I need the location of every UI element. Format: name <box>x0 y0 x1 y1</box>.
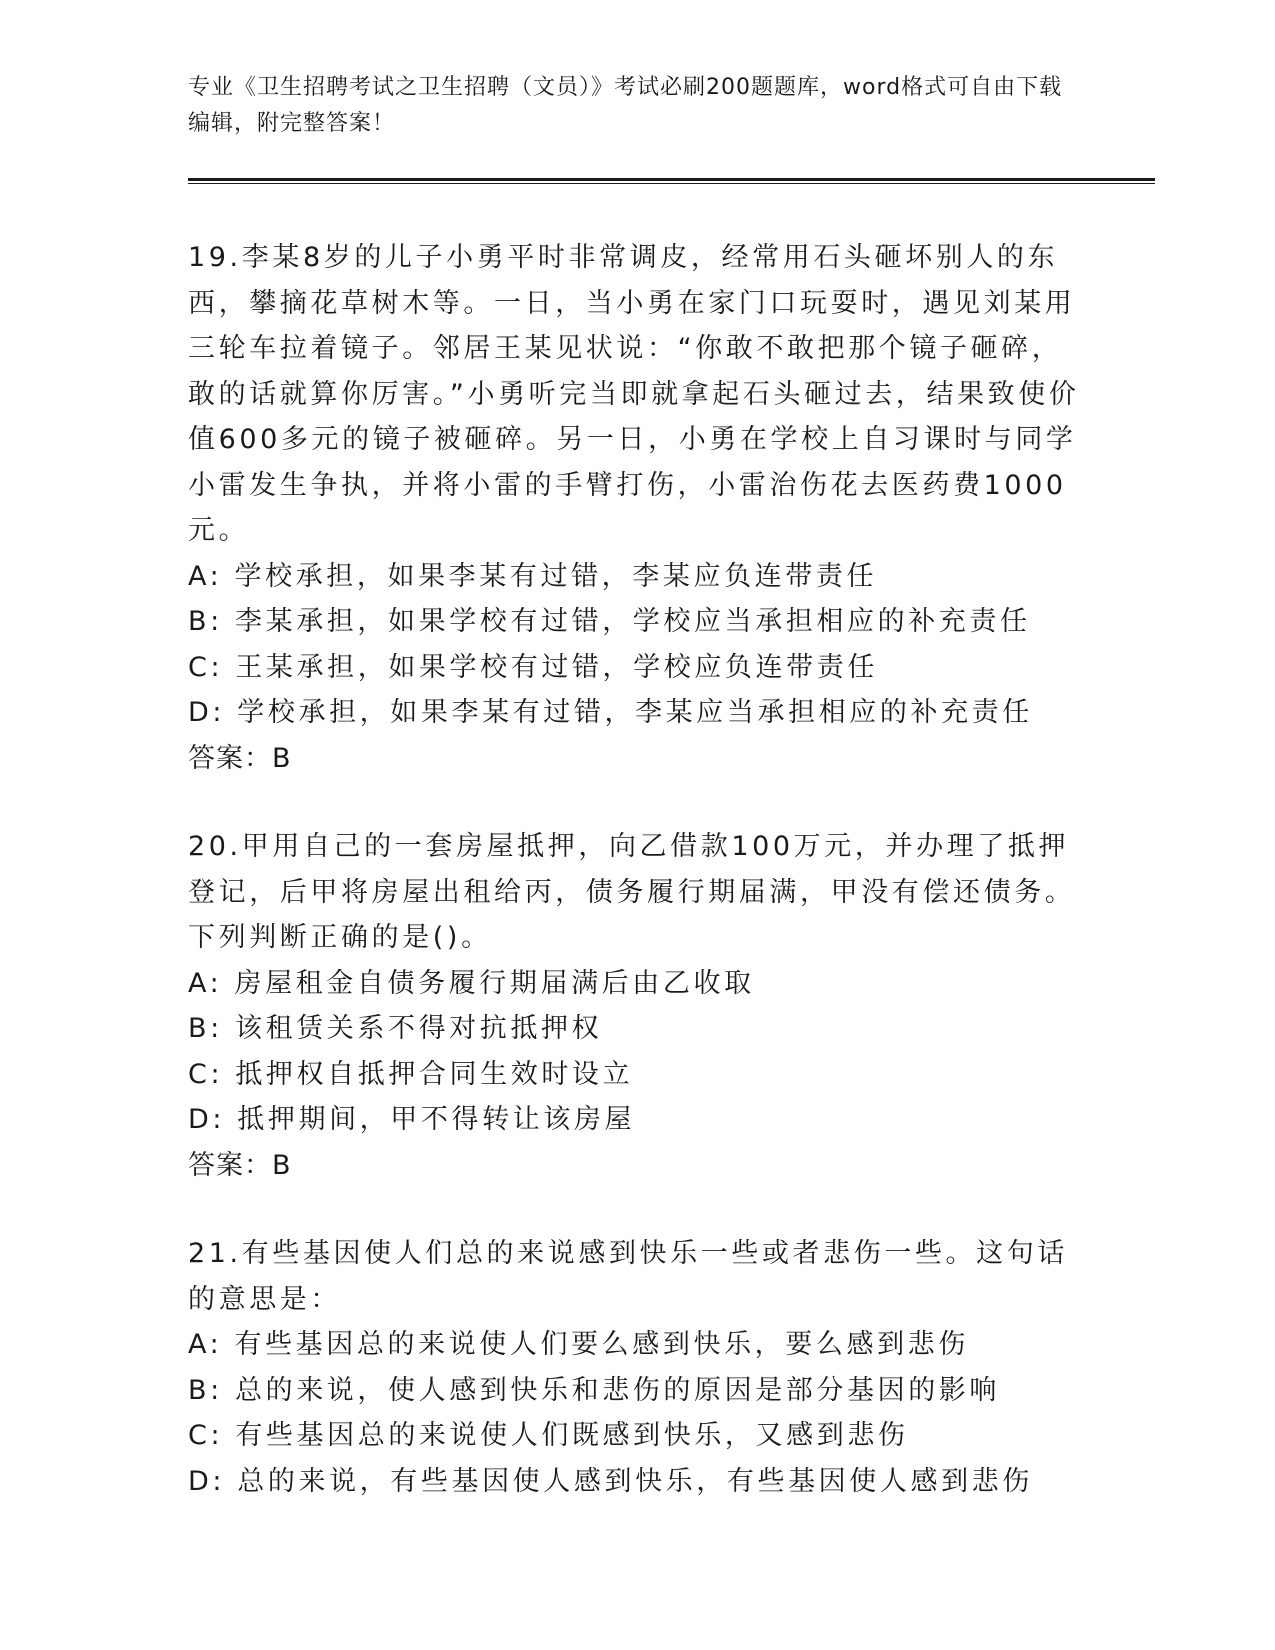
header-divider-thick <box>188 178 1155 181</box>
question-19 <box>188 235 1083 781</box>
answer-label: 答案：B <box>188 742 292 774</box>
option-b: B: 李某承担，如果学校有过错，学校应当承担相应的补充责任 <box>188 606 1031 637</box>
option-c: C: 抵押权自抵押合同生效时设立 <box>188 1058 634 1090</box>
option-c: C: 有些基因总的来说使人们既感到快乐，又感到悲伤 <box>188 1420 909 1451</box>
header-divider-thin <box>188 183 1155 184</box>
option-b: B: 该租赁关系不得对抗抵押权 <box>188 1013 603 1044</box>
answer-label: 答案：B <box>188 1149 292 1181</box>
question-21 <box>188 1231 1083 1504</box>
question-stem: 19.李某8岁的儿子小勇平时非常调皮，经常用石头砸坏别人的东西，攀摘花草树木等。一日，当小勇在家门口玩耍时，遇见刘某用三轮车拉着镜子。邻居王某见状说：“你敢不敢把那个镜子砸碎，敢的话就算你厉害。”小勇听完当即就拿起石头砸过去，结果致使价值600多元的镜子被砸碎。另一日，小勇在学校上自习课时与同学小雷发生争执，并将小雷的手臂打伤，小雷治伤花去医药费1000元。 <box>188 242 1080 546</box>
option-c: C: 王某承担，如果学校有过错，学校应负连带责任 <box>188 651 878 683</box>
option-a: A: 有些基因总的来说使人们要么感到快乐，要么感到悲伤 <box>188 1329 969 1360</box>
option-d: D: 学校承担，如果李某有过错，李某应当承担相应的补充责任 <box>188 697 1033 728</box>
option-b: B: 总的来说，使人感到快乐和悲伤的原因是部分基因的影响 <box>188 1374 1001 1406</box>
option-a: A: 学校承担，如果李某有过错，李某应负连带责任 <box>188 560 878 592</box>
question-stem: 21.有些基因使人们总的来说感到快乐一些或者悲伤一些。这句话的意思是： <box>188 1238 1068 1315</box>
option-d: D: 总的来说，有些基因使人感到快乐，有些基因使人感到悲伤 <box>188 1465 1033 1497</box>
option-a: A: 房屋租金自债务履行期届满后由乙收取 <box>188 967 755 999</box>
question-20 <box>188 824 1083 1188</box>
option-d: D: 抵押期间，甲不得转让该房屋 <box>188 1104 636 1135</box>
question-list <box>188 235 1083 1547</box>
question-stem: 20.甲用自己的一套房屋抵押，向乙借款100万元，并办理了抵押登记，后甲将房屋出租给丙，债务履行期届满，甲没有偿还债务。下列判断正确的是()。 <box>188 831 1076 953</box>
document-header: 专业《卫生招聘考试之卫生招聘（文员）》考试必刷200题题库，word格式可自由下载编辑，附完整答案！ <box>188 75 1063 136</box>
